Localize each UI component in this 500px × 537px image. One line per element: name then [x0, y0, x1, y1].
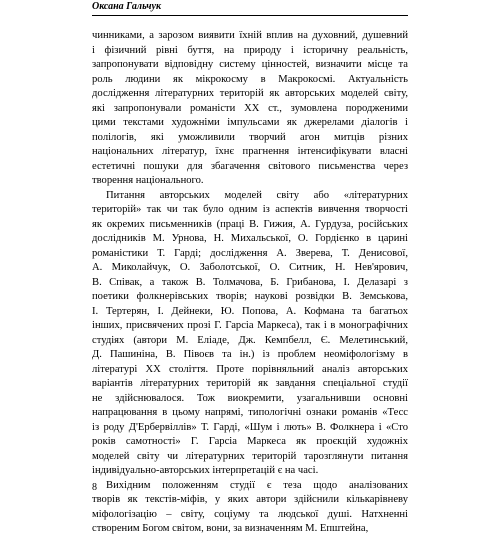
text-line: романістики Т. Гарді; дослідження А. Зверева, Т. Денисової, — [92, 247, 408, 259]
text-line: чинниками, а зарозом виявити їхній вплив на духовний, душевний — [92, 30, 408, 41]
text-line: варіантів літературних територій як завдання спеціальної студії — [92, 378, 408, 389]
text-line: інших, присвячених прозі Г. Гарсіа Маркеса), так і в монографічних — [92, 320, 408, 331]
paragraph-2 — [92, 189, 408, 479]
page-number: 8 — [92, 482, 97, 493]
text-line: територій» так чи так було одним із аспектів вивчення творчості — [92, 204, 408, 215]
text-line: творів як текстів-міфів, у яких автори здійснили кількарівневу — [92, 494, 408, 505]
text-line: Вихідним положенням студії є теза щодо аналізованих — [106, 479, 408, 491]
text-line: роль людини як мікрокосму в Макрокосмі. Актуальність — [92, 73, 408, 85]
text-line: із роду Д'Ербервіллів» Т. Гарді, «Шум і лють» В. Фолкнера і «Сто — [92, 421, 408, 433]
body-text — [92, 29, 408, 537]
text-line: творення національного. — [92, 175, 204, 186]
text-line: цими текстами художніми імпульсами як джерелами діалогів і — [92, 117, 408, 128]
text-line: не здійснювалося. Тож виокремити, узагальнивши основні — [92, 392, 408, 404]
text-line: А. Миколайчук, О. Заболотської, О. Ситник, Н. Нев'ярович, — [92, 262, 408, 273]
text-line: І. Тертерян, І. Дейнеки, Ю. Попова, А. Кофмана та багатьох — [92, 305, 408, 317]
text-line: Д. Пашиніна, В. Півоєв та ін.) із проблем неоміфологізму в — [92, 349, 408, 360]
text-line: і фізичний рівні буття, на природу і історичну реальність, — [92, 44, 408, 56]
paragraph-1 — [92, 29, 408, 189]
text-line: як окремих письменників (праці В. Гижия, А. Гурдуза, російських — [92, 218, 408, 230]
text-line: дослідників М. Урнова, Н. Михальської, О. Гордієнко в царині — [92, 233, 408, 244]
text-line: створеним Богом світом, вони, за визначенням М. Епштейна, — [92, 523, 369, 534]
text-line: моделей світу чи літературних територій тарозглянути питання — [92, 450, 408, 462]
text-line: студіях (автори М. Еліаде, Дж. Кемпбелл, Є. Мелетинський, — [92, 334, 408, 346]
text-line: національних літератур, їхнє прагнення інтенсифікувати власні — [92, 146, 408, 157]
text-line: запропонувати відповідну систему цінностей, визначити місце та — [92, 59, 408, 70]
text-line: літературі ХХ століття. Проте порівняльний аналіз авторських — [92, 363, 408, 375]
text-line: полілогів, які уможливили творчий агон митців різних — [92, 131, 408, 143]
paragraph-3 — [92, 479, 408, 537]
text-line: індивідуально-авторських інтерпретацій є на часі. — [92, 465, 319, 476]
running-head-author: Оксана Гальчук — [92, 1, 162, 12]
text-line: В. Співак, а також В. Толмачова, Б. Грибанова, І. Делазарі з — [92, 276, 408, 288]
text-line: років самотності» Г. Гарсіа Маркеса як проєкцій художніх — [92, 436, 408, 447]
text-line: які запропонували романісти ХХ ст., зумовлена породженими — [92, 102, 408, 114]
text-line: напрацювання в цьому напрямі, типологічні ознаки романів «Тесс — [92, 407, 408, 418]
text-line: естетичні пошуки для збагачення світового письменства через — [92, 160, 408, 172]
text-line: дослідження літературних територій як авторських моделей світу, — [92, 88, 408, 99]
header-rule — [92, 15, 408, 16]
text-line: міфологізацію – світу, соціуму та людської душі. Натхненні — [92, 508, 408, 520]
text-line: Питання авторських моделей світу або «літературних — [106, 189, 408, 201]
text-line: поетики фолкнерівських творів; наукові розвідки В. Земськова, — [92, 291, 408, 302]
